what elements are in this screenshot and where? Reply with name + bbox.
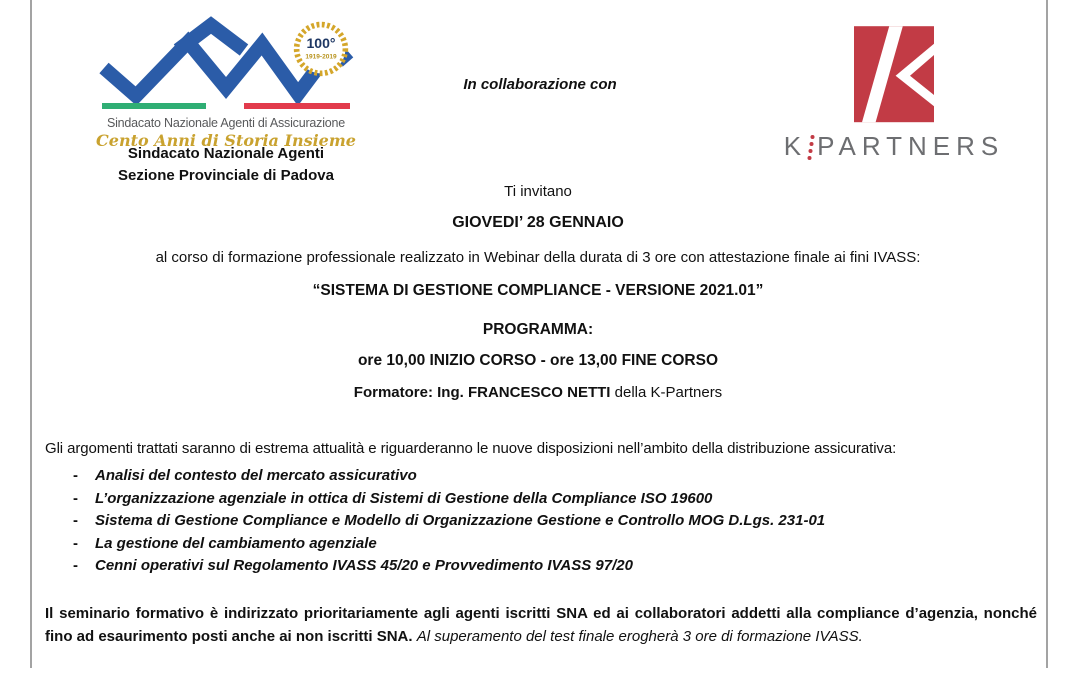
topic-item: - L’organizzazione agenziale in ottica di Sistemi di Gestione della Compliance ISO 19600 bbox=[45, 488, 1037, 511]
topic-item: - Analisi del contesto del mercato assicurativo bbox=[45, 465, 1037, 488]
topic-item: - La gestione del cambiamento agenziale bbox=[45, 533, 1037, 556]
org-name-line1: Sindacato Nazionale Agenti bbox=[127, 145, 325, 162]
kpartners-logo bbox=[778, 26, 1010, 162]
topics-list bbox=[45, 465, 1037, 578]
footer-note bbox=[45, 602, 1037, 648]
kpartners-square-icon bbox=[854, 26, 934, 124]
kpartners-wordmark bbox=[778, 131, 1010, 162]
sna-logo-title: Sindacato Nazionale Agenti di Assicurazione bbox=[106, 116, 346, 130]
program-label: PROGRAMMA: bbox=[482, 321, 594, 338]
footer-note-italic: Al superamento del test finale erogherà 3 ore di formazione IVASS. bbox=[416, 628, 863, 645]
topic-item: - Sistema di Gestione Compliance e Modello di Organizzazione Gestione e Controllo MOG D.Lgs. 231-01 bbox=[45, 510, 1037, 533]
org-name-line2: Sezione Provinciale di Padova bbox=[118, 167, 334, 184]
event-date: GIOVEDI’ 28 GENNAIO bbox=[452, 214, 624, 231]
kpartners-wordmark-name: PARTNERS bbox=[817, 131, 1005, 161]
footer-note-bold: Il seminario formativo è indirizzato prioritariamente agli agenti iscritti SNA ed ai collaboratori addetti alla compliance d’agenzia, nonché fino ad esaurimento posti anche ai non iscritti SNA. bbox=[45, 605, 1037, 645]
kpartners-wordmark-k: K bbox=[783, 131, 808, 161]
collaboration-label: In collaborazione con bbox=[463, 76, 617, 93]
schedule-line: ore 10,00 INIZIO CORSO - ore 13,00 FINE CORSO bbox=[357, 352, 719, 369]
right-page-rule bbox=[1046, 0, 1048, 668]
badge-number: 100° bbox=[306, 35, 336, 51]
sna-centenary-badge bbox=[291, 18, 351, 78]
kp-dots-icon bbox=[807, 134, 815, 160]
sna-logo-tagline: Cento Anni di Storia Insieme bbox=[96, 131, 356, 150]
invitation-body bbox=[32, 183, 1044, 401]
course-title: “SISTEMA DI GESTIONE COMPLIANCE - VERSIONE 2021.01” bbox=[312, 282, 764, 299]
invite-line: Ti invitano bbox=[504, 183, 572, 200]
trainer-line bbox=[32, 384, 1044, 401]
organization-lines bbox=[95, 143, 357, 187]
badge-years: 1919-2019 bbox=[305, 53, 337, 61]
sna-mark-wrap bbox=[95, 16, 357, 115]
topics-intro: Gli argomenti trattati saranno di estrema attualità e riguarderanno le nuove disposizioni nell’ambito della distribuzione assicurativa: bbox=[45, 440, 897, 457]
topics-section bbox=[45, 440, 1037, 578]
course-intro: al corso di formazione professionale realizzato in Webinar della durata di 3 ore con attestazione finale ai fini IVASS: bbox=[155, 249, 921, 266]
trainer-rest: della K-Partners bbox=[610, 384, 723, 401]
trainer-name-bold: Formatore: Ing. FRANCESCO NETTI bbox=[353, 384, 611, 401]
sna-logo bbox=[95, 16, 357, 150]
topic-item: - Cenni operativi sul Regolamento IVASS 45/20 e Provvedimento IVASS 97/20 bbox=[45, 555, 1037, 578]
